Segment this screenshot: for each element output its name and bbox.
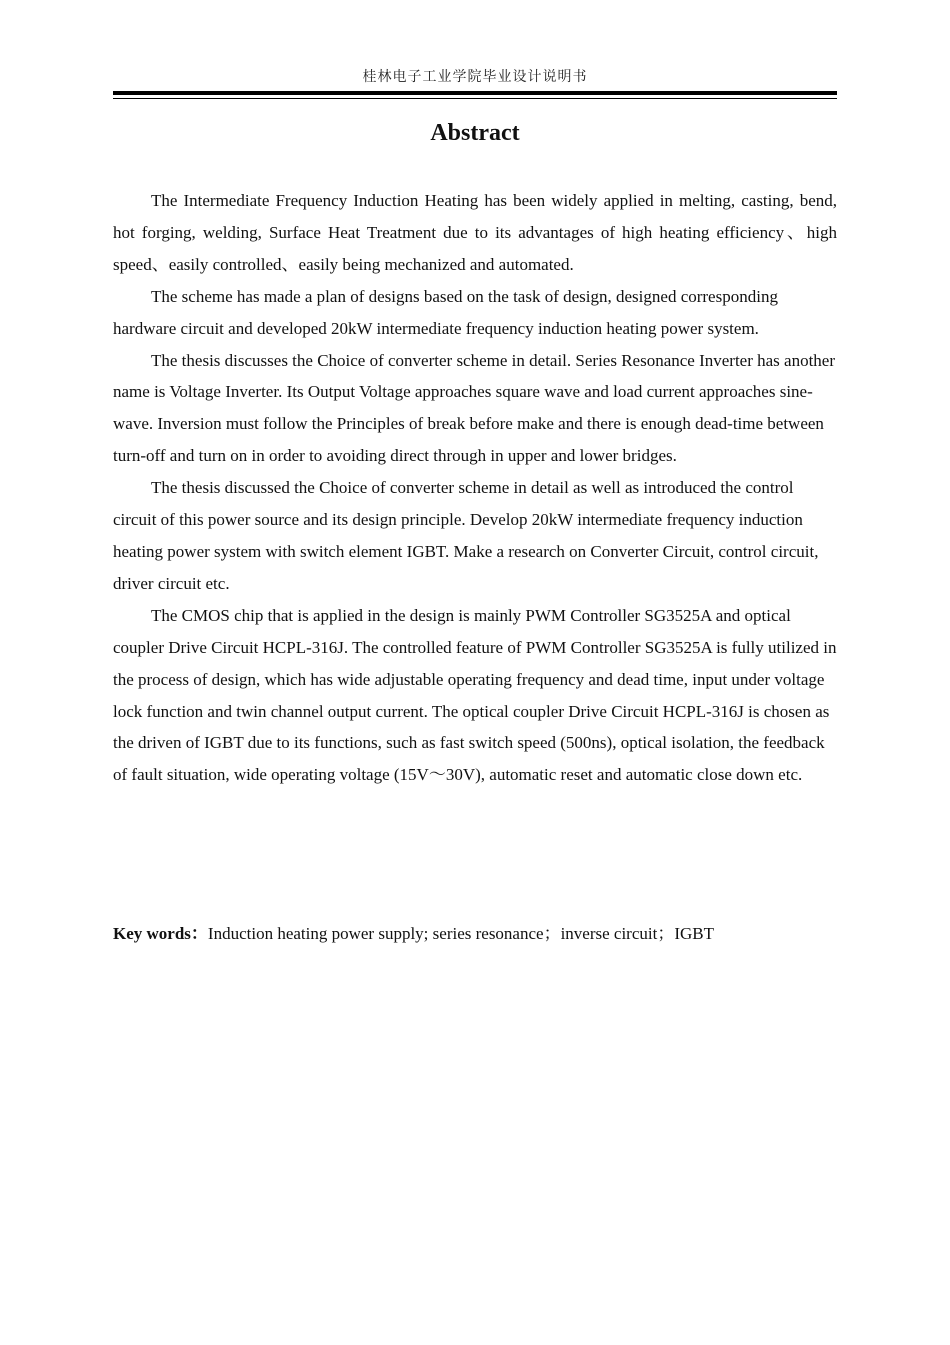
header-rule-thin <box>113 98 837 99</box>
page-header: 桂林电子工业学院毕业设计说明书 <box>362 69 588 85</box>
paragraph-2: The scheme has made a plan of designs based on the task of design, designed corresponding hardware circuit and developed 20kW intermediate frequency induction heating power system. <box>113 286 778 338</box>
header-rule-thick <box>113 91 837 95</box>
paragraph-5: The CMOS chip that is applied in the design is mainly PWM Controller SG3525A and optical coupler Drive Circuit HCPL-316J. The controlled feature of PWM Controller SG3525A is fully utilized in the process of design, which has wide adjustable operating frequency and dead time, input under voltage lock function and twin channel output current. The optical coupler Drive Circuit HCPL-316J is chosen as the driven of IGBT due to its functions, such as fast switch speed (500ns), optical isolation, the feedback of fault situation, wide operating voltage (15V～30V), automatic reset and automatic close down etc. <box>113 605 837 785</box>
paragraph-1: The Intermediate Frequency Induction Heating has been widely applied in melting, casting, bend, hot forging, welding, Surface Heat Treatment due to its advantages of high heating efficiency、high speed、easily controlled、easily being mechanized and automated. <box>113 191 837 274</box>
abstract-body <box>113 185 837 791</box>
page-title: Abstract <box>430 120 520 146</box>
keywords-line <box>113 918 837 950</box>
paragraph-3: The thesis discusses the Choice of converter scheme in detail. Series Resonance Inverter has another name is Voltage Inverter. Its Output Voltage approaches square wave and load current approaches sine-wave. Inversion must follow the Principles of break before make and there is enough dead-time between turn-off and turn on in order to avoiding direct through in upper and lower bridges. <box>113 350 836 466</box>
paragraph-4: The thesis discussed the Choice of converter scheme in detail as well as introduced the control circuit of this power source and its design principle. Develop 20kW intermediate frequency induction heating power system with switch element IGBT. Make a research on Converter Circuit, control circuit, driver circuit etc. <box>113 478 819 593</box>
keywords-text: Induction heating power supply; series resonance；inverse circuit；IGBT <box>207 924 714 943</box>
keywords-label: Key words： <box>113 924 208 943</box>
